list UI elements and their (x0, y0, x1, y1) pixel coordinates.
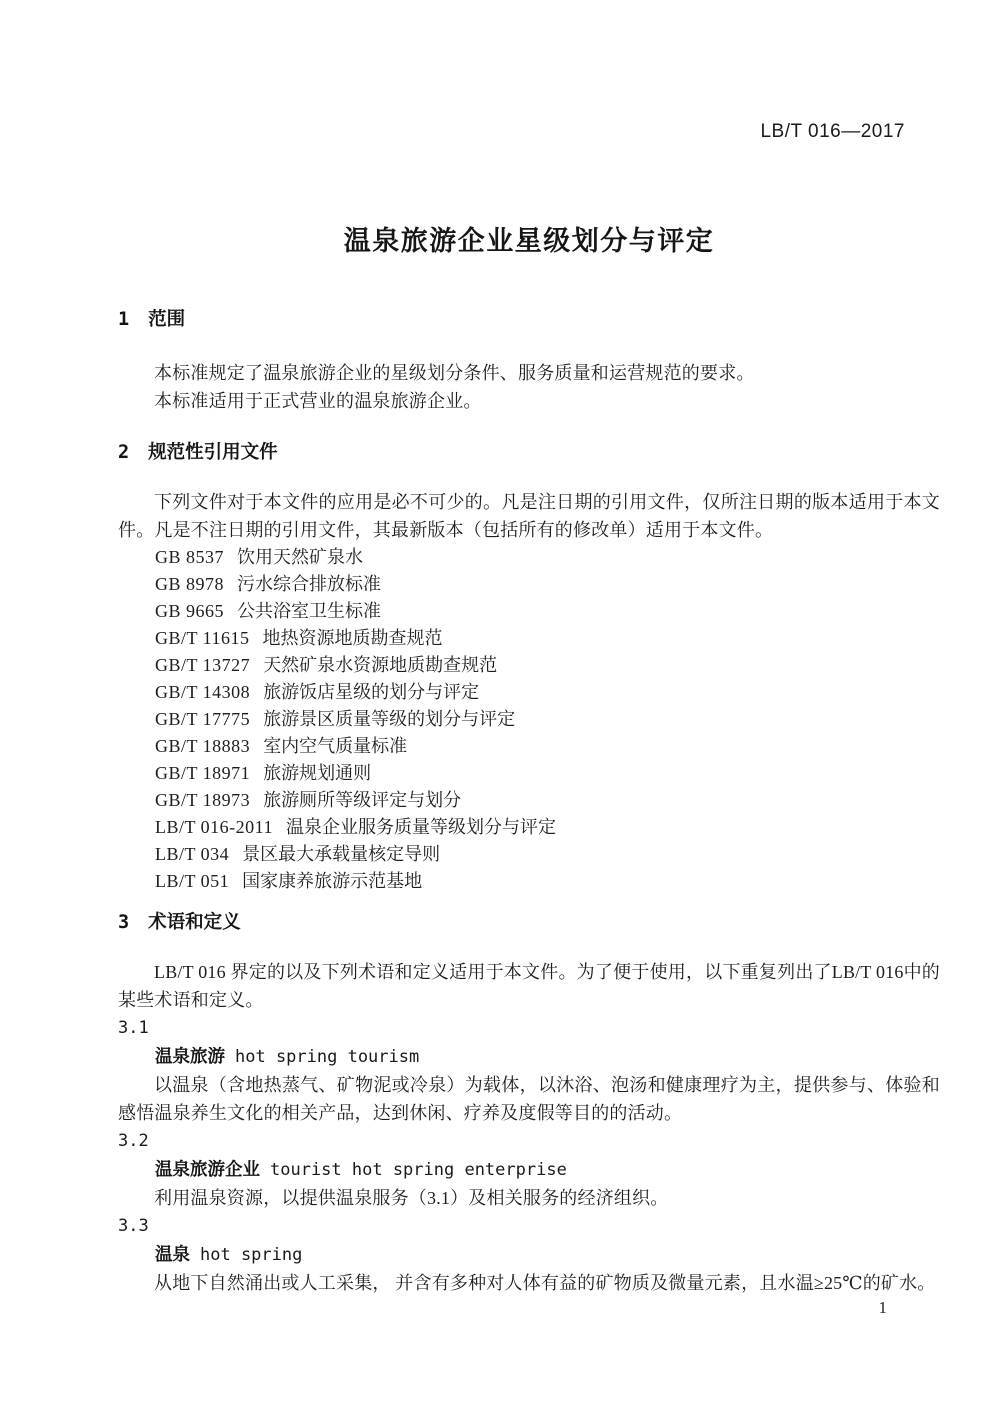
reference-title: 公共浴室卫生标准 (237, 601, 382, 621)
term-heading-3-3 (118, 1240, 940, 1269)
reference-code: GB/T 11615 (155, 628, 250, 648)
term-definition-3-2: 利用温泉资源，以提供温泉服务（3.1）及相关服务的经济组织。 (154, 1188, 669, 1208)
section-1-heading-label: 范围 (148, 308, 186, 329)
term-block-3-1 (118, 1014, 940, 1127)
reference-title: 地热资源地质勘查规范 (262, 628, 443, 648)
section-1-number: 1 (118, 309, 130, 330)
reference-item (155, 544, 940, 571)
clause-number-3-3: 3.3 (118, 1216, 149, 1236)
reference-code: GB/T 18971 (155, 763, 251, 783)
page-title: 温泉旅游企业星级划分与评定 (343, 226, 715, 256)
term-definition-3-1: 以温泉（含地热蒸气、矿物泥或冷泉）为载体，以沐浴、泡汤和健康理疗为主，提供参与、体验和感悟温泉养生文化的相关产品，达到休闲、疗养及度假等目的的活动。 (118, 1075, 940, 1123)
reference-item (155, 733, 940, 760)
reference-code: GB/T 14308 (155, 682, 251, 702)
reference-item (155, 652, 940, 679)
term-block-3-3 (118, 1212, 940, 1297)
reference-title: 旅游饭店星级的划分与评定 (263, 682, 480, 702)
doc-code: LB/T 016—2017 (760, 121, 905, 142)
section-3-heading (118, 909, 940, 936)
reference-title: 饮用天然矿泉水 (237, 547, 364, 567)
term-name-zh: 温泉旅游 (155, 1046, 225, 1066)
section-3-heading-label: 术语和定义 (148, 911, 241, 932)
term-name-zh: 温泉 (155, 1244, 190, 1264)
section-2-number: 2 (118, 442, 130, 463)
reference-code: LB/T 016-2011 (155, 817, 273, 837)
section-3-intro: LB/T 016 界定的以及下列术语和定义适用于本文件。为了便于使用，以下重复列出了LB/T 016中的某些术语和定义。 (118, 962, 940, 1010)
section-2-heading (118, 439, 940, 466)
section-1-heading (118, 306, 940, 333)
reference-code: GB/T 13727 (155, 655, 251, 675)
reference-item (155, 571, 940, 598)
page-number: 1 (878, 1298, 887, 1317)
reference-title: 天然矿泉水资源地质勘查规范 (263, 655, 498, 675)
reference-item (155, 787, 940, 814)
reference-item (155, 841, 940, 868)
section-2-heading-label: 规范性引用文件 (148, 441, 278, 462)
reference-item (155, 868, 940, 895)
reference-title: 旅游景区质量等级的划分与评定 (263, 709, 516, 729)
term-definition-3-3: 从地下自然涌出或人工采集， 并含有多种对人体有益的矿物质及微量元素，且水温≥25℃的矿水。 (154, 1273, 936, 1293)
section-3-number: 3 (118, 912, 130, 933)
clause-number-3-2: 3.2 (118, 1131, 149, 1151)
section-2-intro: 下列文件对于本文件的应用是必不可少的。凡是注日期的引用文件，仅所注日期的版本适用于本文件。凡是不注日期的引用文件，其最新版本（包括所有的修改单）适用于本文件。 (118, 492, 940, 540)
reference-code: GB 8978 (155, 574, 225, 594)
term-name-en: tourist hot spring enterprise (270, 1160, 567, 1180)
reference-item (155, 760, 940, 787)
reference-code: GB 8537 (155, 547, 225, 567)
term-heading-3-1 (118, 1042, 940, 1071)
term-name-en: hot spring tourism (235, 1047, 420, 1067)
reference-title: 污水综合排放标准 (237, 574, 382, 594)
term-block-3-2 (118, 1127, 940, 1212)
reference-code: LB/T 034 (155, 844, 230, 864)
reference-title: 温泉企业服务质量等级划分与评定 (286, 817, 556, 837)
reference-code: LB/T 051 (155, 871, 230, 891)
clause-number-3-1: 3.1 (118, 1018, 149, 1038)
reference-title: 室内空气质量标准 (263, 736, 408, 756)
reference-item (155, 814, 940, 841)
term-name-en: hot spring (200, 1245, 303, 1265)
reference-code: GB 9665 (155, 601, 225, 621)
term-name-zh: 温泉旅游企业 (155, 1159, 260, 1179)
reference-title: 国家康养旅游示范基地 (242, 871, 423, 891)
reference-code: GB/T 18973 (155, 790, 251, 810)
reference-item (155, 625, 940, 652)
reference-item (155, 706, 940, 733)
reference-item (155, 679, 940, 706)
reference-title: 旅游厕所等级评定与划分 (263, 790, 462, 810)
section-1-paragraph-2: 本标准适用于正式营业的温泉旅游企业。 (154, 391, 482, 411)
reference-title: 旅游规划通则 (263, 763, 372, 783)
reference-title: 景区最大承载量核定导则 (242, 844, 441, 864)
reference-list (118, 544, 940, 895)
reference-code: GB/T 18883 (155, 736, 251, 756)
reference-code: GB/T 17775 (155, 709, 251, 729)
reference-item (155, 598, 940, 625)
term-heading-3-2 (118, 1155, 940, 1184)
section-1-paragraph-1: 本标准规定了温泉旅游企业的星级划分条件、服务质量和运营规范的要求。 (154, 363, 755, 383)
